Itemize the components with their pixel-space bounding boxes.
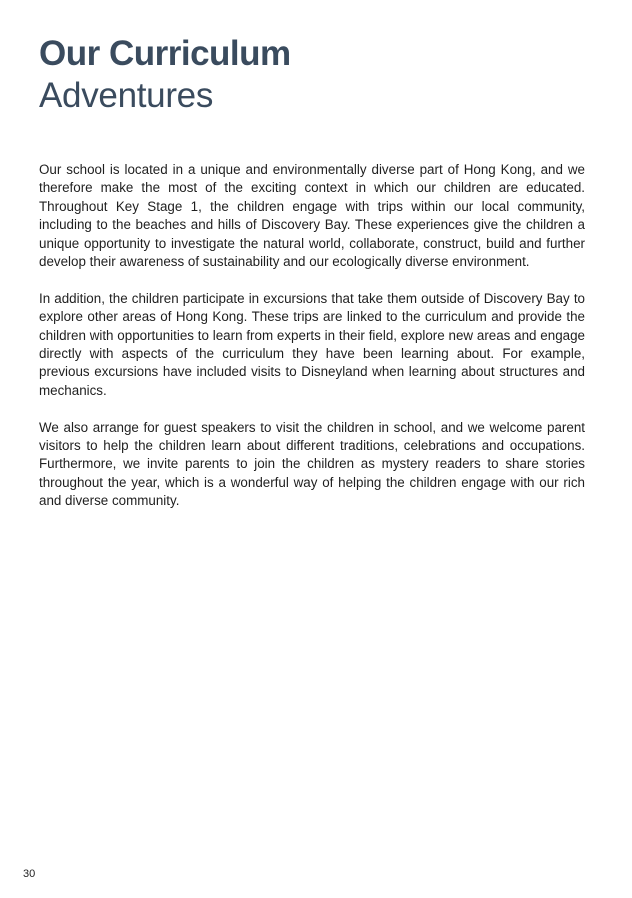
heading-line-light: Adventures bbox=[39, 76, 214, 115]
page-heading bbox=[39, 33, 599, 117]
heading-line-bold: Our Curriculum bbox=[39, 34, 291, 73]
page-number: 30 bbox=[23, 868, 36, 880]
paragraph-guest-speakers: We also arrange for guest speakers to visit the children in school, and we welcome parent visitors to help the children learn about different traditions, celebrations and occupations. Furthermore, we invite parents to join the children as mystery readers to share stories throughout the year, which is a wonderful way of helping the children engage with our rich and diverse community. bbox=[39, 419, 585, 509]
body-text bbox=[39, 161, 585, 529]
paragraph-local-trips: Our school is located in a unique and environmentally diverse part of Hong Kong, and we therefore make the most of the exciting context in which our children are educated. Throughout Key Stage 1, the children engage with trips within our local community, including to the beaches and hills of Discovery Bay. These experiences give the children a unique opportunity to investigate the natural world, collaborate, construct, build and further develop their awareness of sustainability and our ecologically diverse environment. bbox=[39, 162, 585, 270]
paragraph-excursions: In addition, the children participate in excursions that take them outside of Discovery Bay to explore other areas of Hong Kong. These trips are linked to the curriculum and provide the children with opportunities to learn from experts in their field, explore new areas and engage directly with aspects of the curriculum they have been learning about. For example, previous excursions have included visits to Disneyland when learning about structures and mechanics. bbox=[39, 290, 585, 398]
